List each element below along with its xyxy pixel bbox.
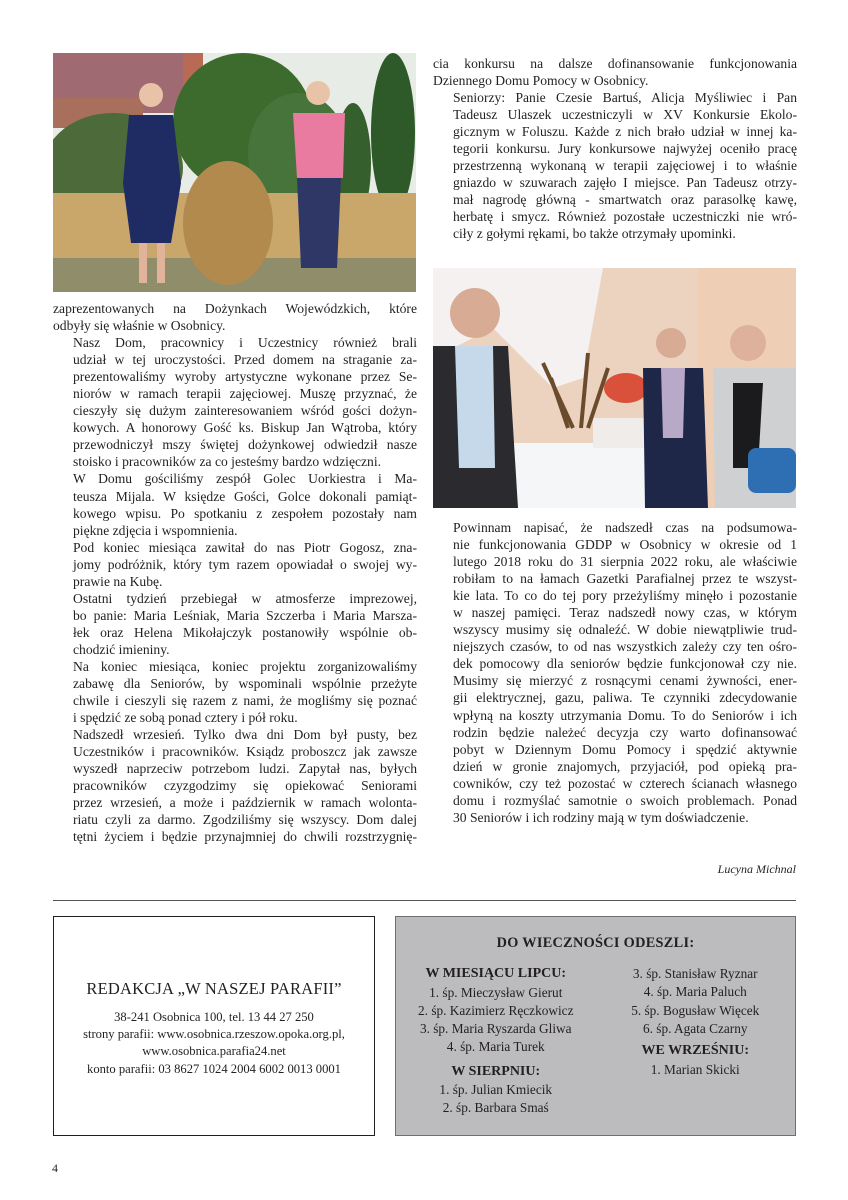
text-line: pobyt w Dziennym Domu Pomocy i spędzić aktywnie — [453, 741, 797, 757]
text-line: Uczestników i pracowników. Ksiądz proboszcz jak zawsze — [73, 744, 417, 760]
photo-harvest-seniors — [53, 53, 416, 292]
text-line: jomy podróżnik, który tym razem opowiadał o swojej wy- — [73, 556, 417, 572]
text-line: nie funkcjonowania GDDP w Osobnicy w okresie od 1 — [453, 537, 797, 553]
text-line: gniazdo w szuwarach zajęło I miejsce. Pan Tadeusz otrzy- — [453, 175, 797, 191]
section-divider — [53, 900, 796, 901]
text-line: Na koniec miesiąca, koniec projektu zorganizowaliśmy — [73, 658, 417, 674]
obituary-entry: 6. śp. Agata Czarny — [642, 1020, 748, 1036]
text-line: chwile i cieszyli się razem z nami, że mogliśmy się poznać — [73, 693, 417, 709]
text-line: wyszedł naprzeciw potrzebom ludzi. Zapytał nas, byłych — [73, 761, 417, 777]
text-line: W Domu gościliśmy zespół Golec Uorkiestra i Ma- — [73, 471, 417, 487]
text-line: udział w tej uroczystości. Przed domem na straganie za- — [73, 352, 417, 368]
photo-exhibition-seniors — [433, 268, 796, 508]
editorial-info-box — [53, 916, 375, 1136]
text-line: kie lata. To co do tej pory przeżyliśmy minęło i pozostanie — [453, 588, 797, 604]
text-line: wszyscy musimy się odnaleźć. W dobie niewątpliwie trud- — [453, 622, 797, 638]
obituary-box — [395, 916, 796, 1136]
obituary-july-label: W MIESIĄCU LIPCU: — [425, 966, 567, 981]
paragraph — [53, 470, 417, 538]
editorial-title: REDAKCJA „W NASZEJ PARAFII” — [86, 979, 342, 998]
text-line: niejszych czasów, to od nas wszystkich zależy czy ten ośro- — [453, 639, 797, 655]
text-line: domu i rozmyślać samotnie o swoich problemach. Ponad — [453, 792, 797, 808]
text-line: prawie na Kubę. — [73, 573, 163, 589]
text-line: przez wrzesień, a może i październik w ramach wolonta- — [73, 795, 417, 811]
obituary-entry: 1. śp. Julian Kmiecik — [439, 1082, 553, 1098]
obituary-entry: 4. śp. Maria Turek — [446, 1039, 545, 1055]
text-line: Nasz Dom, pracownicy i Uczestnicy również brali — [73, 335, 417, 351]
text-line: dzień w gronie znajomych, przyjaciół, pod opieką pra- — [453, 758, 797, 774]
paragraph — [53, 539, 417, 590]
obituary-entry: 5. śp. Bogusław Więcek — [631, 1002, 760, 1018]
obituary-entry: 1. Marian Skicki — [650, 1061, 740, 1077]
text-line: Dziennego Domu Pomocy w Osobnicy. — [433, 73, 649, 89]
obituary-entry: 4. śp. Maria Paluch — [643, 984, 747, 1000]
obituary-entry: 1. śp. Mieczysław Gierut — [429, 984, 563, 1000]
text-line: prezentowaliśmy wyroby artystyczne wykonane przez Se- — [73, 369, 417, 385]
text-line: robiłam to na łamach Gazetki Parafialnej przez te wszyst- — [453, 571, 797, 587]
text-line: zabawę dla Seniorów, by wspominali wspólnie przeżyte — [73, 676, 417, 692]
text-line: chodzić imieniny. — [73, 641, 170, 657]
text-line: zaprezentowanych na Dożynkach Wojewódzkich, które — [53, 301, 417, 316]
text-line: w naszej pamięci. Teraz nadszedł nowy czas, w którym — [453, 605, 797, 621]
text-line: mał nagrodę główną - smartwatch oraz parasolkę kawę, — [453, 192, 797, 208]
obituary-column-left — [396, 965, 596, 1118]
text-line: bo panie: Maria Leśniak, Maria Szczerba i Maria Marsza- — [73, 607, 417, 623]
text-line: przestrzenną wykonaną w terapii zajęciowej i to właśnie — [453, 158, 797, 174]
author-signature: Lucyna Michnal — [717, 862, 796, 876]
obituary-entry: 3. śp. Maria Ryszarda Gliwa — [419, 1021, 572, 1037]
paragraph — [433, 89, 797, 242]
obituary-heading: DO WIECZNOŚCI ODESZLI: — [496, 935, 695, 951]
text-line: piękne zdjęcia i wspomnienia. — [73, 522, 238, 538]
text-line: i spędzić ze sobą ponad cztery i pół roku. — [73, 710, 298, 726]
editorial-website-1: strony parafii: www.osobnica.rzeszow.opoka.org.pl, — [83, 1027, 345, 1042]
text-line: herbatę i smycz. Również pozostałe uczestniczki nie wró- — [453, 209, 797, 225]
article-text-left — [53, 300, 417, 846]
text-line: Pod koniec miesiąca zawitał do nas Piotr Gogosz, zna- — [73, 539, 417, 555]
text-line: pracowników czyzgodzimy się opiekować Seniorami — [73, 778, 417, 794]
text-line: tegorii konkursu. Jury konkursowe najwyżej oceniło pracę — [453, 141, 797, 157]
text-line: kowych. A honorowy Gość ks. Biskup Jan Wątroba, który — [73, 420, 417, 436]
exhibition-photo-illustration — [433, 268, 796, 508]
text-line: gii elektrycznej, gazu, paliwa. Te czynniki zdecydowanie — [453, 690, 797, 706]
article-text-right-top — [433, 55, 797, 243]
text-line: Nadszedł wrzesień. Tylko dwa dni Dom był pusty, bez — [73, 727, 417, 743]
paragraph — [53, 300, 417, 334]
text-line: niorów w ramach terapii zajęciowej. Muszę przyznać, że — [73, 386, 417, 402]
text-line: ciły z gołymi rękami, bo także otrzymały upominki. — [453, 226, 736, 242]
obituary-entry: 2. śp. Barbara Smaś — [442, 1100, 549, 1116]
text-line: 30 Seniorów i ich rodziny mają w tym doświadczenie. — [453, 809, 749, 825]
text-line: cia konkursu na dalsze dofinansowanie funkcjonowania — [433, 56, 797, 71]
text-line: łek oraz Helena Mikołajczyk postanowiły wspólnie ob- — [73, 624, 417, 640]
text-line: odbyły się właśnie w Osobnicy. — [53, 318, 226, 334]
obituary-august-label: W SIERPNIU: — [451, 1063, 541, 1079]
text-line: przewodniczył mszy świętej dożynkowej odwiedził nasze — [73, 437, 417, 453]
editorial-account: konto parafii: 03 8627 1024 2004 6002 0013 0001 — [87, 1061, 341, 1076]
text-line: riatu czyli za darmo. Zgodziliśmy się wszyscy. Dom dalej — [73, 812, 417, 828]
text-line: stoisko i pracowników za co jesteśmy bardzo wdzięczni. — [73, 454, 382, 470]
text-line: cieszyły się dużym zainteresowaniem wśród gości dożyn- — [73, 403, 417, 419]
text-line: Tadeusz Ulaszek uczestniczyli w XV Konkursie Ekolo- — [453, 107, 797, 123]
paragraph — [53, 590, 417, 658]
paragraph — [53, 334, 417, 470]
page-number: 4 — [52, 1161, 58, 1175]
obituary-entry: 2. śp. Kazimierz Ręczkowicz — [418, 1002, 574, 1018]
paragraph — [53, 658, 417, 726]
text-line: Musimy się mierzyć z rosnącymi cenami żywności, ener- — [453, 673, 797, 689]
text-line: dek pomocowy dla seniorów będzie funkcjonował czy nie. — [453, 656, 797, 672]
editorial-address: 38-241 Osobnica 100, tel. 13 44 27 250 — [114, 1010, 314, 1024]
text-line: rodzin będzie należeć decyzja czy warto dofinansować — [453, 724, 797, 740]
paragraph — [433, 519, 797, 826]
article-text-right-bottom — [433, 519, 797, 826]
paragraph — [53, 726, 417, 845]
obituary-column-right — [596, 965, 796, 1118]
paragraph — [433, 55, 797, 89]
text-line: Powinnam napisać, że nadszedł czas na podsumowa- — [453, 520, 797, 535]
text-line: lutego 2018 roku do 31 sierpnia 2022 roku, ale właściwie — [453, 554, 797, 570]
text-line: gicznym w Foluszu. Każde z nich brało udział w innej ka- — [453, 124, 797, 140]
text-line: teusza Mijala. W księdze Gości, Golce dokonali pamiąt- — [73, 488, 417, 504]
text-line: kowego wpisu. Po spotkaniu z zespołem pozostały nam — [73, 505, 417, 521]
text-line: cowników, czy też pozostać w czterech ścianach własnego — [453, 775, 797, 791]
harvest-photo-illustration — [53, 53, 416, 292]
text-line: tętni życiem i będzie przynajmniej do chwili rozstrzygnię- — [73, 829, 417, 845]
editorial-website-2: www.osobnica.parafia24.net — [142, 1044, 286, 1059]
text-line: wpłyną na koszty utrzymania Domu. To do Seniorów i ich — [453, 707, 797, 723]
obituary-entry: 3. śp. Stanisław Ryznar — [632, 966, 758, 981]
text-line: Ostatni tydzień przebiegał w atmosferze imprezowej, — [73, 590, 417, 606]
obituary-september-label: WE WRZEŚNIU: — [641, 1043, 749, 1059]
text-line: Seniorzy: Panie Czesie Bartuś, Alicja Myśliwiec i Pan — [453, 90, 797, 106]
